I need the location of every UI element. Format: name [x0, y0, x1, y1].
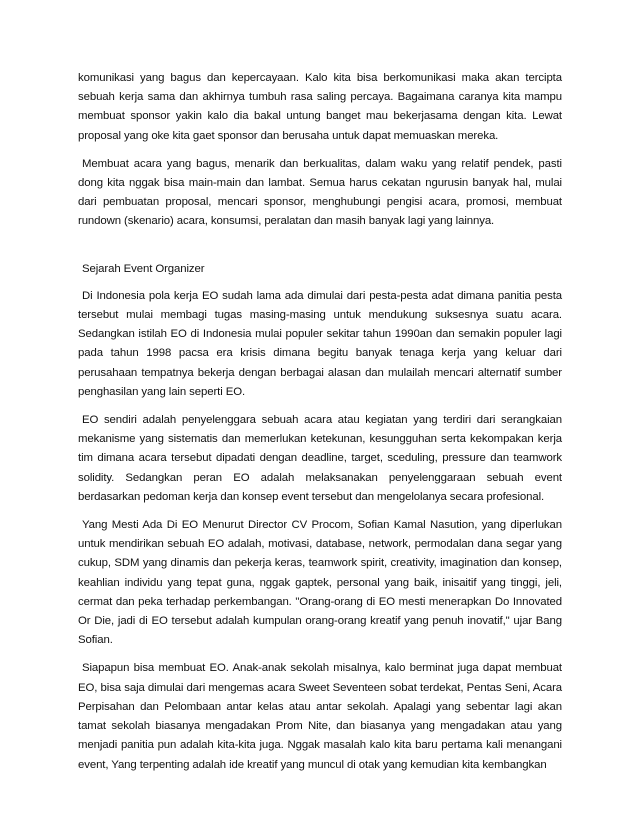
section-heading: Sejarah Event Organizer	[82, 262, 205, 275]
paragraph-eo-history: Di Indonesia pola kerja EO sudah lama ada dimulai dari pesta-pesta adat dimana panitia pesta tersebut mulai membagi tugas masing-masing untuk mendukung suksesnya suatu acara. Sedangkan istilah EO di Indonesia mulai populer sekitar tahun 1990an dan semakin populer lagi pada tahun 1998 pacsa era krisis dimana begitu banyak tenaga kerja yang keluar dari perusahaan tempatnya bekerja dengan berbagai alasan dan mulailah mencari alternatif sumber penghasilan yang lain seperti EO.	[78, 289, 562, 398]
paragraph-anyone-can-eo: Siapapun bisa membuat EO. Anak-anak sekolah misalnya, kalo berminat juga dapat membuat EO, bisa saja dimulai dari mengemas acara Sweet Seventeen sobat terdekat, Pentas Seni, Acara Perpisahan dan Pelombaan antar kelas atau antar sekolah. Apalagi yang sebentar lagi akan tamat sekolah biasanya mengadakan Prom Nite, dan biasanya yang mengadakan atau yang menjadi panitia pun adalah kita-kita juga. Nggak masalah kalo kita baru pertama kali menangani event, Yang terpenting adalah ide kreatif yang muncul di otak yang kemudian kita kembangkan	[78, 662, 562, 771]
paragraph-event-making: Membuat acara yang bagus, menarik dan berkualitas, dalam waku yang relatif pendek, pasti dong kita nggak bisa main-main dan lambat. Semua harus cekatan ngurusin banyak hal, mulai dari pembuatan proposal, mencari sponsor, menghubungi pengisi acara, promosi, membuat rundown (skenario) acara, konsumsi, peralatan dan masih banyak lagi yang lainnya.	[78, 157, 562, 228]
paragraph-eo-definition: EO sendiri adalah penyelenggara sebuah acara atau kegiatan yang terdiri dari serangkaian mekanisme yang sistematis dan memerlukan ketekunan, kesungguhan serta kekompakan kerja tim dimana acara tersebut dipadati dengan deadline, target, sceduling, pressure dan teamwork solidity. Sedangkan peran EO adalah melaksanakan penyelenggaraan sebuah event berdasarkan pedoman kerja dan konsep event tersebut dan mengelolanya secara profesional.	[78, 414, 562, 503]
paragraph-eo-requirements: Yang Mesti Ada Di EO Menurut Director CV Procom, Sofian Kamal Nasution, yang diperlukan untuk mendirikan sebuah EO adalah, motivasi, database, network, permodalan dana segar yang cukup, SDM yang dinamis dan pekerja keras, teamwork spirit, creativity, imagination dan konsep, keahlian individu yang tepat guna, nggak gaptek, personal yang baik, inisaitif yang tinggi, jeli, cermat dan peka terhadap perkembangan. "Orang-orang di EO mesti menerapkan Do Innovated Or Die, jadi di EO tersebut adalah kumpulan orang-orang kreatif yang penuh inovatif," ujar Bang Sofian.	[78, 519, 562, 647]
document-page	[78, 69, 562, 784]
paragraph-communication: komunikasi yang bagus dan kepercayaan. Kalo kita bisa berkomunikasi maka akan tercipta sebuah kerja sama dan akhirnya tumbuh rasa saling percaya. Bagaimana caranya kita mampu membuat sponsor yakin kalo dia bakal untung banget mau bekerjasama dengan kita. Lewat proposal yang oke kita gaet sponsor dan berusaha untuk dapat memuaskan mereka.	[78, 72, 562, 142]
